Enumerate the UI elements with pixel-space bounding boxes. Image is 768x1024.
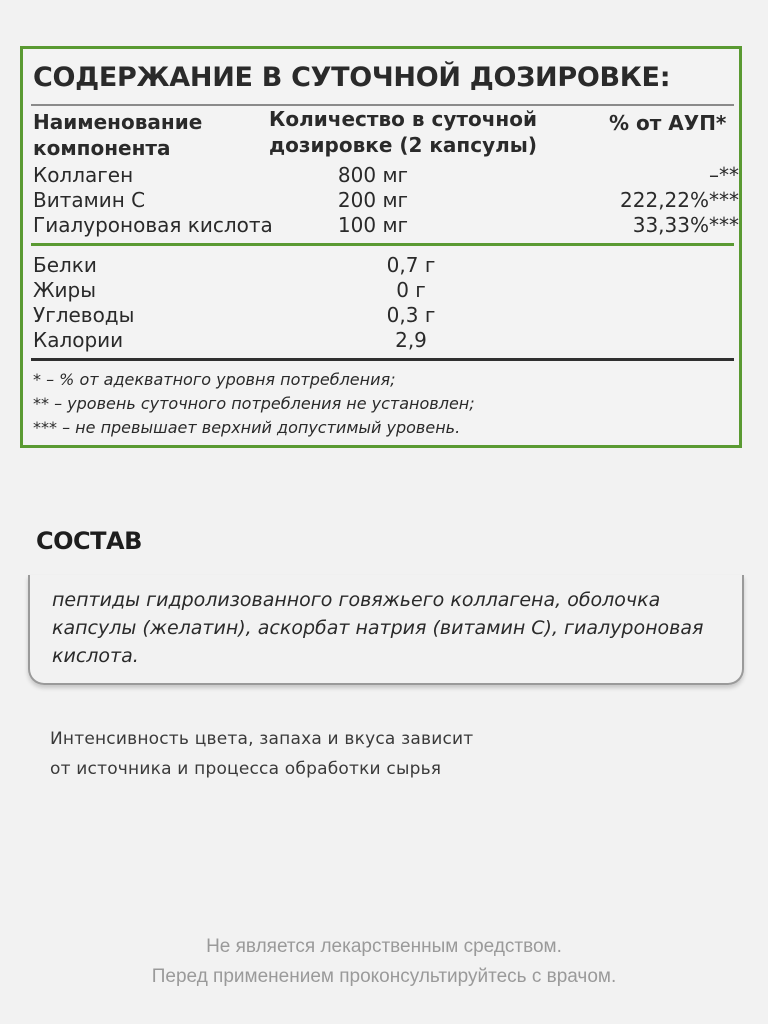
nutrient-divider xyxy=(31,243,734,246)
footnote: ** – уровень суточного потребления не установлен; xyxy=(33,394,475,413)
nutrient-pct: 33,33%*** xyxy=(632,213,739,237)
color-smell-note: Интенсивность цвета, запаха и вкуса зависит от источника и процесса обработки сырья xyxy=(50,729,474,779)
dosage-title: СОДЕРЖАНИЕ В СУТОЧНОЙ ДОЗИРОВКЕ: xyxy=(33,62,671,93)
footnote: *** – не превышает верхний допустимый уровень. xyxy=(33,418,461,437)
macro-name: Белки xyxy=(33,253,97,277)
macro-name: Жиры xyxy=(33,278,97,302)
header-daily-quantity: Количество в суточной дозировке (2 капсулы) xyxy=(269,107,538,157)
table-row xyxy=(33,303,739,328)
macro-value: 0,3 г xyxy=(386,303,436,327)
composition-text: пептиды гидролизованного говяжьего коллагена, оболочка капсулы (желатин), аскорбат натрия (витамин С), гиалуроновая кислота. xyxy=(52,589,704,667)
nutrient-qty: 100 мг xyxy=(337,213,409,237)
macro-name: Калории xyxy=(33,328,124,352)
table-row xyxy=(33,328,739,353)
macro-name: Углеводы xyxy=(33,303,135,327)
macro-divider xyxy=(31,358,734,361)
macro-rows xyxy=(33,253,739,353)
nutrient-pct: –** xyxy=(709,163,739,187)
nutrient-qty: 800 мг xyxy=(337,163,409,187)
table-row xyxy=(33,213,739,238)
footnotes xyxy=(33,368,475,440)
macro-value: 2,9 xyxy=(395,328,427,352)
disclaimer: Не является лекарственным средством. Перед применением проконсультируйтесь с врачом. xyxy=(151,936,617,987)
nutrient-rows xyxy=(33,163,739,238)
footnote: * – % от адекватного уровня потребления; xyxy=(33,370,396,389)
nutrient-name: Витамин С xyxy=(33,188,146,212)
nutrient-name: Коллаген xyxy=(33,163,134,187)
header-percent-aup: % от АУП* xyxy=(609,111,727,135)
header-component-name: Наименование компонента xyxy=(33,110,203,160)
nutrient-qty: 200 мг xyxy=(337,188,409,212)
nutrient-pct: 222,22%*** xyxy=(620,188,739,212)
table-row xyxy=(33,163,739,188)
dosage-panel xyxy=(20,46,742,448)
composition-title: СОСТАВ xyxy=(36,527,142,555)
table-row xyxy=(33,278,739,303)
macro-value: 0 г xyxy=(396,278,426,302)
nutrient-name: Гиалуроновая кислота xyxy=(33,213,273,237)
table-row xyxy=(33,253,739,278)
composition-card xyxy=(28,575,744,685)
macro-value: 0,7 г xyxy=(386,253,436,277)
table-row xyxy=(33,188,739,213)
